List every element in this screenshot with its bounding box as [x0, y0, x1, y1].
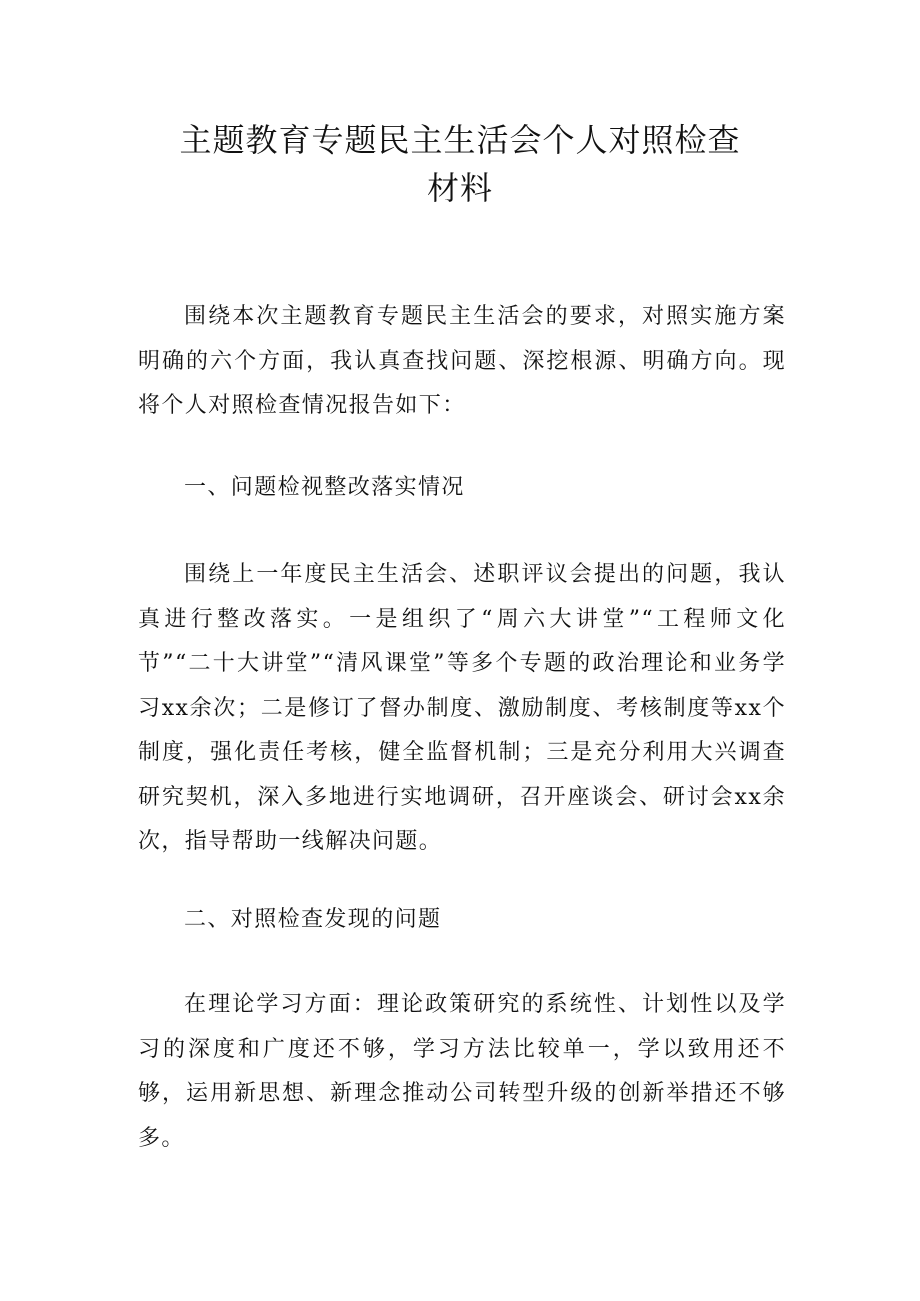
- document-title: 主题教育专题民主生活会个人对照检查材料: [179, 121, 741, 207]
- section-body-one: 围绕上一年度民主生活会、述职评议会提出的问题，我认真进行整改落实。一是组织了“周六大讲堂”“工程师文化节”“二十大讲堂”“清风课堂”等多个专题的政治理论和业务学习xx余次；二是修订了督办制度、激励制度、考核制度等xx个制度，强化责任考核，健全监督机制；三是充分利用大兴调查研究契机，深入多地进行实地调研，召开座谈会、研讨会xx余次，指导帮助一线解决问题。: [138, 562, 786, 854]
- intro-paragraph: 围绕本次主题教育专题民主生活会的要求，对照实施方案明确的六个方面，我认真查找问题、深挖根源、明确方向。现将个人对照检查情况报告如下：: [138, 304, 786, 418]
- section-heading-one: 一、问题检视整改落实情况: [184, 475, 465, 500]
- section-body-two: 在理论学习方面：理论政策研究的系统性、计划性以及学习的深度和广度还不够，学习方法比较单一，学以致用还不够，运用新思想、新理念推动公司转型升级的创新举措还不够多。: [138, 992, 786, 1151]
- section-heading-two: 二、对照检查发现的问题: [184, 907, 442, 932]
